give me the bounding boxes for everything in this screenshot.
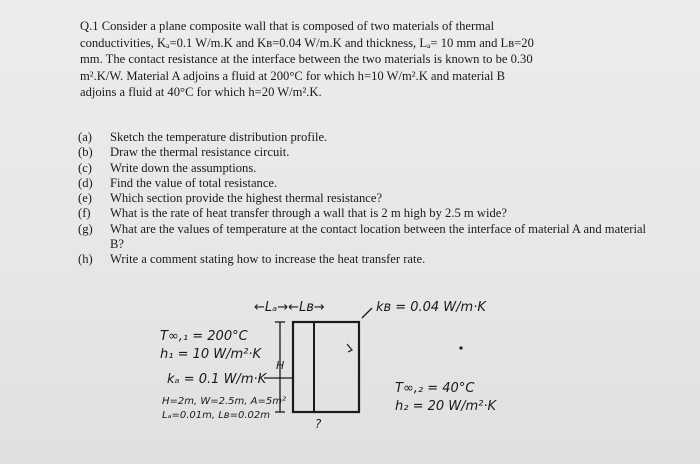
part-text: Draw the thermal resistance circuit. (110, 145, 290, 160)
part-label: (g) (78, 221, 93, 236)
part-label: (c) (78, 160, 92, 175)
question-line: Q.1 Consider a plane composite wall that is composed of two materials of thermal (80, 19, 495, 33)
ka-label: kₐ = 0.1 W/m·K (167, 372, 267, 387)
part-label: (a) (78, 130, 92, 144)
dimensions-note: H=2m, W=2.5m, A=5m² (162, 396, 286, 407)
part-label: (h) (78, 252, 93, 267)
squiggle-mark (347, 344, 352, 352)
composite-wall-outline (293, 322, 359, 412)
part-label: (f) (78, 206, 91, 221)
part-label: (d) (78, 175, 93, 190)
question-line: m².K/W. Material A adjoins a fluid at 200°C for which h=10 W/m².K and material B (80, 68, 506, 83)
part-text: Write down the assumptions. (110, 160, 257, 175)
h2-label: h₂ = 20 W/m²·K (395, 399, 497, 414)
part-text: Write a comment stating how to increase the heat transfer rate. (110, 252, 426, 267)
ink-dot (459, 346, 462, 349)
part-text: Which section provide the highest thermal resistance? (110, 191, 383, 206)
part-text: Sketch the temperature distribution profile. (110, 130, 328, 144)
question-line: conductivities, Kₐ=0.1 W/m.K and Kʙ=0.04 W/m.K and thickness, Lₐ= 10 mm and Lʙ=20 (80, 35, 534, 50)
part-label: (b) (78, 145, 93, 160)
h1-label: h₁ = 10 W/m²·K (160, 347, 262, 362)
kb-label: kʙ = 0.04 W/m·K (376, 300, 486, 315)
part-label: (e) (78, 191, 92, 206)
thickness-note: Lₐ=0.01m, Lʙ=0.02m (162, 410, 270, 421)
part-text: What is the rate of heat transfer through a wall that is 2 m high by 2.5 m wide? (110, 206, 507, 221)
t-inf-1-label: T∞,₁ = 200°C (160, 329, 248, 344)
height-label: H (276, 359, 285, 372)
t-inf-2-label: T∞,₂ = 40°C (395, 381, 475, 396)
question-line: mm. The contact resistance at the interface between the two materials is known to be 0.30 (80, 52, 533, 67)
part-text: What are the values of temperature at the contact location between the interface of material A and material B? (110, 221, 647, 252)
thickness-dimension-label: ←Lₐ→←Lʙ→ (254, 300, 325, 315)
kb-pointer-line (362, 308, 372, 318)
part-text: Find the value of total resistance. (110, 175, 278, 190)
question-mark: ? (315, 417, 322, 431)
question-line: adjoins a fluid at 40°C for which h=20 W/m².K. (80, 85, 322, 100)
